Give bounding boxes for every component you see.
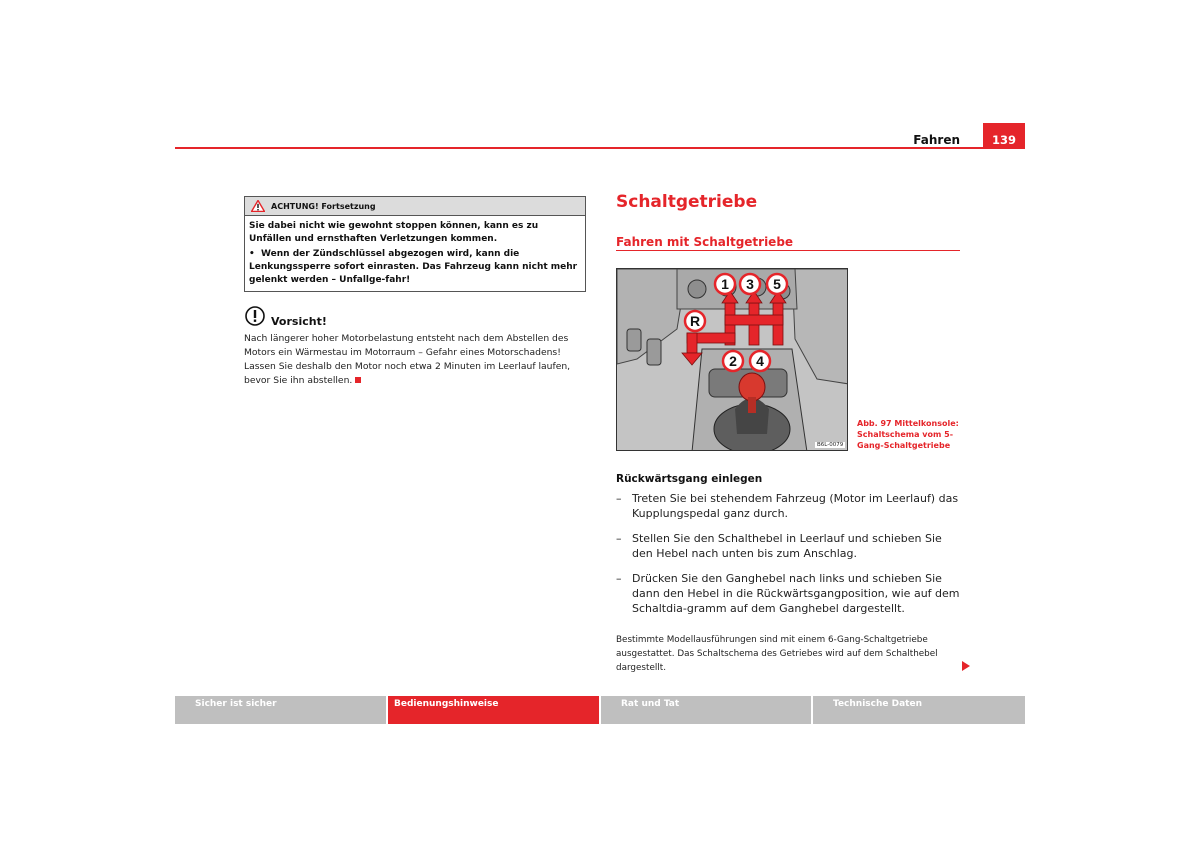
list-item — [616, 531, 961, 561]
end-of-section-marker — [355, 377, 361, 383]
list-dash: – — [616, 572, 622, 585]
step-text-3: Drücken Sie den Ganghebel nach links und schieben Sie dann den Hebel in die Rückwärtsgangposition, wie auf dem Schaltdia-gramm auf dem Ganghebel dargestellt. — [632, 572, 960, 615]
step-text-1: Treten Sie bei stehendem Fahrzeug (Motor im Leerlauf) das Kupplungspedal ganz durch. — [632, 492, 959, 520]
step-text-2: Stellen Sie den Schalthebel in Leerlauf und schieben Sie den Hebel nach unten bis zum Anschlag. — [632, 532, 942, 560]
tab-technische-daten[interactable]: Technische Daten — [813, 696, 1025, 724]
warning-triangle-icon — [251, 200, 265, 212]
page-number: 139 — [983, 123, 1025, 149]
caution-text-body: Nach längerer hoher Motorbelastung entsteht nach dem Abstellen des Motors ein Wärmestau im Motorraum – Gefahr eines Motorschadens! Lassen Sie deshalb den Motor noch etwa 2 Minuten im Leerlauf laufen, bevor Sie ihn abstellen. — [244, 333, 571, 386]
warning-title: ACHTUNG! Fortsetzung — [271, 201, 376, 211]
subtitle-rule — [616, 250, 960, 251]
header-rule — [175, 147, 1025, 149]
center-console-illustration — [617, 269, 848, 451]
warning-body — [245, 216, 585, 287]
figure-caption: Abb. 97 Mittelkonsole: Schaltschema vom 5-Gang-Schaltgetriebe — [857, 419, 959, 450]
gear-label-2: 2 — [729, 353, 737, 369]
tab-rat-und-tat[interactable]: Rat und Tat — [601, 696, 811, 724]
section-title: Schaltgetriebe — [616, 192, 758, 212]
note-text: Bestimmte Modellausführungen sind mit einem 6-Gang-Schaltgetriebe ausgestattet. Das Schaltschema des Getriebes wird auf dem Schalthebel dargestellt. — [616, 635, 938, 673]
warning-box — [244, 196, 586, 292]
section-subtitle: Fahren mit Schaltgetriebe — [616, 235, 794, 249]
reverse-steps-list — [616, 491, 961, 626]
warning-paragraph-2 — [249, 248, 581, 287]
tab-sicher-ist-sicher[interactable]: Sicher ist sicher — [175, 696, 386, 724]
bullet: • — [249, 249, 255, 259]
figure-code: B6L-0079 — [817, 442, 844, 448]
list-dash: – — [616, 532, 622, 545]
continue-arrow-icon[interactable] — [962, 661, 970, 671]
gear-label-1: 1 — [721, 276, 729, 292]
gear-label-r: R — [689, 313, 701, 329]
list-item — [616, 491, 961, 521]
list-dash: – — [616, 492, 622, 505]
reverse-gear-heading: Rückwärtsgang einlegen — [616, 473, 763, 485]
tab-bedienungshinweise[interactable]: Bedienungshinweise — [388, 696, 599, 724]
caution-exclamation-icon — [245, 306, 265, 326]
warning-header — [245, 197, 585, 216]
gear-label-5: 5 — [773, 276, 781, 292]
list-item — [616, 571, 961, 616]
warning-paragraph-1: Sie dabei nicht wie gewohnt stoppen können, kann es zu Unfällen und ernsthaften Verletzungen kommen. — [249, 221, 539, 244]
caution-text — [244, 332, 590, 388]
gearshift-figure — [616, 268, 848, 451]
chapter-title: Fahren — [913, 133, 960, 147]
warning-paragraph-2-text: Wenn der Zündschlüssel abgezogen wird, kann die Lenkungssperre sofort einrasten. Das Fahrzeug kann nicht mehr gelenkt werden – Unfallge-fahr! — [249, 249, 578, 285]
gear-label-4: 4 — [756, 353, 764, 369]
gear-label-3: 3 — [746, 276, 754, 292]
caution-title: Vorsicht! — [271, 315, 327, 328]
